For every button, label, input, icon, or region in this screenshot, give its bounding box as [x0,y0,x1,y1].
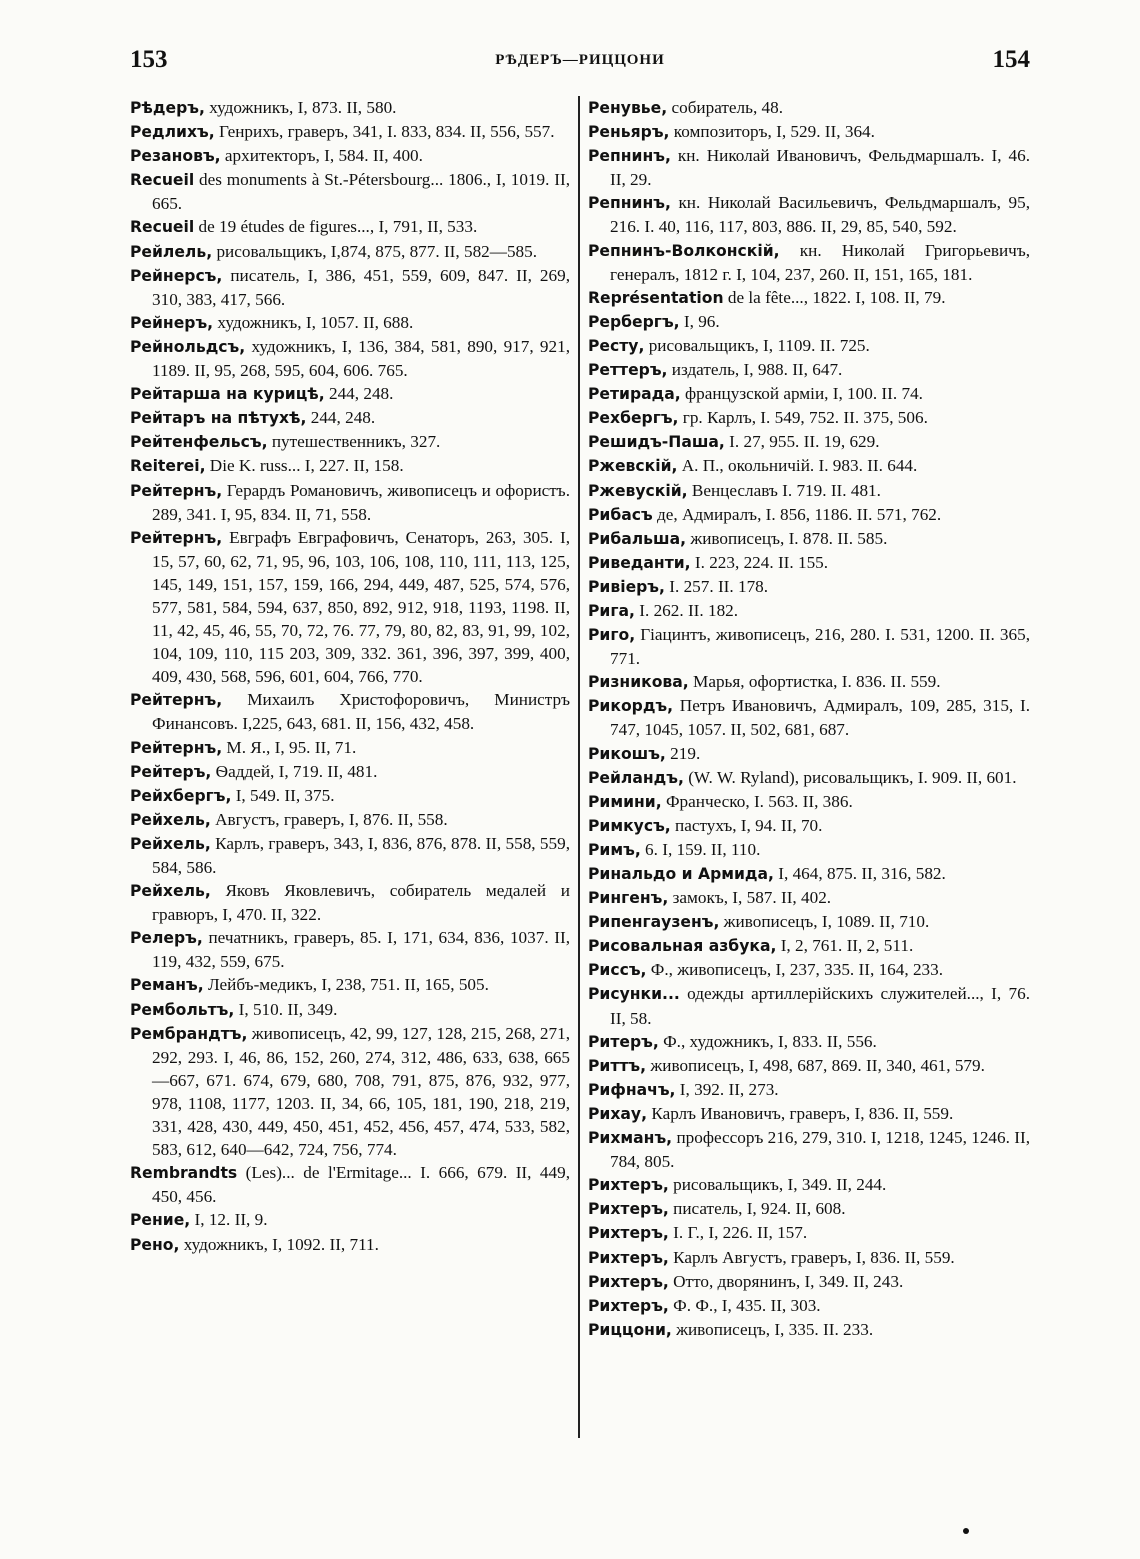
index-entry [588,1221,1030,1245]
index-entry [588,623,1030,670]
entry-headword: Рейтернъ, [130,481,223,500]
index-entry [588,1078,1030,1102]
entry-headword: Рейхель, [130,882,211,901]
entry-headword: Рикордъ, [588,697,674,716]
entry-references: одежды артиллерійскихъ служителей..., I, 76. II, 58. [610,984,1030,1028]
entry-headword: Рейландъ, [588,768,684,787]
entry-references: Венцеславъ I. 719. II. 481. [687,480,881,500]
entry-references: Карлъ Августъ, граверъ, I, 836. II, 559. [668,1247,955,1267]
page-header [130,42,1030,78]
entry-references: (Les)... de l'Ermitage... I. 666, 679. II, 449, 450, 456. [152,1163,570,1207]
entry-headword: Рибальша, [588,529,687,548]
index-entry [130,1233,570,1257]
index-entry [130,311,570,335]
entry-headword: Recueil [130,171,195,190]
entry-references: художникъ, I, 1057. II, 688. [213,312,414,332]
index-entry [130,832,570,879]
index-entry [588,503,1030,527]
index-entry [130,406,570,430]
entry-references: I, 464, 875. II, 316, 582. [773,864,946,883]
entry-references: живописецъ, I, 498, 687, 869. II, 340, 461, 579. [646,1055,985,1075]
entry-references: художникъ, I, 136, 384, 581, 890, 917, 921, 1189. II, 95, 268, 595, 604, 606. 765. [152,336,570,381]
index-entry [130,998,570,1022]
entry-headword: Ржевскій, [588,457,678,476]
entry-headword: Репнинъ, [588,194,671,213]
entry-headword: Риведанти, [588,553,691,572]
entry-headword: Рейнеръ, [130,313,214,332]
entry-references: I, 549. II, 375. [231,785,335,805]
column-divider [578,96,580,1438]
index-entry [130,120,570,144]
entry-headword: Репнинъ, [588,147,671,166]
entry-headword: Римини, [588,792,662,811]
index-entry [588,1054,1030,1078]
entry-headword: Рейхбергъ, [130,786,232,805]
index-entry [588,191,1030,238]
entry-references: писатель, I, 386, 451, 559, 609, 847. II, 269, 310, 383, 417, 566. [152,265,570,309]
entry-headword: Рихтеръ, [588,1248,669,1267]
entry-headword: Реттеръ, [588,361,668,380]
entry-headword: Рено, [130,1235,180,1254]
entry-headword: Rembrandts [130,1164,238,1183]
index-entry [130,144,570,168]
entry-references: I. 257. II. 178. [664,576,769,596]
entry-references: архитекторъ, I, 584. II, 400. [220,146,423,166]
entry-headword: Рейхель, [130,834,211,853]
entry-headword: Реньяръ, [588,123,670,142]
index-entry [130,879,570,926]
entry-headword: Рихманъ, [588,1129,673,1148]
entry-references: Карлъ, граверъ, 343, I, 836, 876, 878. II, 558, 559, 584, 586. [152,833,570,877]
left-page-number: 153 [130,46,168,73]
index-entry [588,670,1030,694]
entry-headword: Рибасъ [588,505,653,524]
index-entry [588,1270,1030,1294]
entry-references: художникъ, I, 873. II, 580. [204,98,397,117]
index-entry [588,1294,1030,1318]
entry-references: Ф., художникъ, I, 833. II, 556. [658,1031,877,1051]
entry-references: М. Я., I, 95. II, 71. [222,737,357,757]
index-entry [588,958,1030,982]
index-entry [588,1318,1030,1342]
entry-references: I, 510. II, 349. [234,999,338,1019]
entry-headword: Редлихъ, [130,123,215,142]
entry-headword: Рение, [130,1211,191,1230]
entry-references: I, 392. II, 273. [675,1079,779,1099]
index-entry [130,1161,570,1208]
index-entry [588,766,1030,790]
index-entry [588,1197,1030,1221]
index-entry [588,1246,1030,1270]
entry-headword: Reiterei, [130,457,206,476]
entry-headword: Решидъ-Паша, [588,433,725,452]
entry-headword: Риццони, [588,1320,672,1339]
index-entry [588,406,1030,430]
entry-headword: Рисунки... [588,985,680,1004]
entry-references: французской арміи, I, 100. II. 74. [680,384,923,404]
entry-headword: Рихтеръ, [588,1296,669,1315]
entry-headword: Рисовальная азбука, [588,937,777,956]
entry-headword: Риго, [588,626,636,645]
index-entry [588,790,1030,814]
entry-references: живописецъ, I. 878. II. 585. [686,528,888,548]
entry-references: I, 96. [679,311,720,331]
index-entry [130,96,570,120]
index-entry [588,382,1030,406]
entry-references: гр. Карлъ, I. 549, 752. II. 375, 506. [678,408,928,428]
entry-references: Михаилъ Христофоровичъ, Министръ Финансовъ. I,225, 643, 681. II, 156, 432, 458. [152,690,570,734]
entry-references: 219. [665,743,701,763]
index-entry [130,760,570,784]
index-entry [130,784,570,808]
entry-references: рисовальщикъ, I, 349. II, 244. [668,1175,887,1195]
entry-headword: Римъ, [588,840,641,859]
entry-references: Евграфъ Евграфовичъ, Сенаторъ, 263, 305. I, 15, 57, 60, 62, 71, 95, 96, 103, 106, 108, 110, 111, 113, 125, 145, 149, 151, 157, 159, 166, 294, 449, 487, 525, 574, 576, 577, 581, 584, 594, 637, 850, 892, 912, 918, 1193, 1198. II, 11, 42, 45, 46, 55, 70, 72, 76. 77, 79, 80, 82, 83, 91, 99, 102, 104, 109, 110, 115 203, 309, 332. 361, 396, 397, 399, 400, 409, 430, 568, 596, 601, 604, 766, 770. [152,527,570,687]
index-entry [588,430,1030,454]
entry-headword: Рембольтъ, [130,1000,235,1019]
entry-headword: Рихтеръ, [588,1272,669,1291]
entry-headword: Рингенъ, [588,889,669,908]
index-entry [588,310,1030,334]
entry-references: рисовальщикъ, I, 1109. II. 725. [644,335,870,355]
entry-references: Генрихъ, граверъ, 341, I. 833, 834. II, 556, 557. [214,122,555,142]
entry-headword: Релеръ, [130,929,203,948]
entry-headword: Рига, [588,601,635,620]
entry-references: А. П., окольничій. I. 983. II. 644. [677,456,918,476]
entry-references: I, 12. II, 9. [190,1210,268,1230]
entry-references: Петръ Ивановичъ, Адмиралъ, 109, 285, 315, I. 747, 1045, 1057. II, 502, 681, 687. [610,696,1030,740]
index-entry [130,168,570,215]
entry-references: живописецъ, I, 1089. II, 710. [719,912,930,932]
entry-references: Карлъ Ивановичъ, граверъ, I, 836. II, 559. [647,1103,954,1123]
index-entry [130,264,570,311]
index-entry [588,742,1030,766]
entry-headword: Резановъ, [130,147,221,166]
entry-references: печатникъ, граверъ, 85. I, 171, 634, 836, 1037. II, 119, 432, 559, 675. [152,928,570,972]
entry-references: Герардъ Романовичъ, живописецъ и офористъ. 289, 341. I, 95, 834. II, 71, 558. [152,480,570,524]
entry-references: Гіацинтъ, живописецъ, 216, 280. I. 531, 1200. II. 365, 771. [610,625,1030,669]
entry-references: de 19 études de figures..., I, 791, II, 533. [194,217,478,237]
entry-headword: Рехбергъ, [588,409,679,428]
index-entry [130,808,570,832]
entry-references: собиратель, 48. [667,98,784,117]
index-entry [130,526,570,689]
entry-references: живописецъ, 42, 99, 127, 128, 215, 268, 271, 292, 293. I, 46, 86, 152, 260, 274, 312, 486, 633, 638, 665—667, 671. 674, 679, 680, 708, 791, 875, 876, 932, 977, 978, 1108, 1177, 1203. II, 34, 66, 105, 181, 190, 218, 219, 331, 428, 430, 449, 450, 451, 452, 456, 457, 474, 533, 582, 583, 612, 640—642, 724, 756, 774. [152,1023,570,1160]
index-entry [130,335,570,382]
index-entry [130,240,570,264]
entry-headword: Рейтенфельсъ, [130,433,268,452]
index-entry [588,358,1030,382]
entry-headword: Ритеръ, [588,1032,659,1051]
entry-references: кн. Николай Ивановичъ, Фельдмаршалъ. I, 46. II, 29. [610,146,1030,190]
index-entry [588,814,1030,838]
entry-references: de la fête..., 1822. I, 108. II, 79. [723,287,946,307]
entry-headword: Рербергъ, [588,312,680,331]
entry-references: Ф. Ф., I, 435. II, 303. [668,1295,821,1315]
index-entry [588,527,1030,551]
index-entry [588,454,1030,478]
entry-references: (W. W. Ryland), рисовальщикъ, I. 909. II, 601. [683,767,1017,787]
entry-headword: Рихтеръ, [588,1176,669,1195]
entry-headword: Риттъ, [588,1056,647,1075]
entry-references: Отто, дворянинъ, I, 349. II, 243. [668,1271,904,1291]
entry-references: Ѳаддей, I, 719. II, 481. [211,761,378,781]
index-entry [588,1030,1030,1054]
left-column [130,96,570,1257]
entry-references: издатель, I, 988. II, 647. [667,360,843,380]
index-entry [588,144,1030,191]
entry-headword: Ризникова, [588,673,689,692]
entry-references: I, 2, 761. II, 2, 511. [776,936,914,956]
index-entry [588,334,1030,358]
entry-headword: Рейнерсъ, [130,266,223,285]
index-entry [130,688,570,735]
entry-references: 244, 248. [306,408,376,428]
index-entry [588,551,1030,575]
entry-headword: Рейтаръ на пѣтухѣ, [130,409,307,428]
index-entry [588,934,1030,958]
entry-references: Франческо, I. 563. II, 386. [661,791,853,811]
index-entry [130,1208,570,1232]
index-entry [130,1022,570,1162]
entry-references: кн. Николай Григорьевичъ, генералъ, 1812 г. I, 104, 237, 260. II, 151, 165, 181. [610,240,1030,284]
entry-references: замокъ, I, 587. II, 402. [668,888,832,908]
entry-headword: Ренувье, [588,99,668,117]
entry-references: Лейбъ-медикъ, I, 238, 751. II, 165, 505. [203,975,489,995]
entry-headword: Рикошъ, [588,744,666,763]
entry-references: Марья, офортистка, I. 836. II. 559. [688,672,941,692]
entry-headword: Recueil [130,218,195,237]
entry-references: I. 262. II. 182. [634,600,739,620]
entry-references: пастухъ, I, 94. II, 70. [670,815,823,835]
entry-references: профессоръ 216, 279, 310. I, 1218, 1245, 1246. II, 784, 805. [610,1128,1030,1172]
index-entry [588,862,1030,886]
index-entry [130,973,570,997]
entry-headword: Ретирада, [588,385,681,404]
running-head: РѢДЕРЪ—РИЦЦОНИ [495,51,665,68]
index-entry [588,910,1030,934]
entry-references: Яковъ Яковлевичъ, собиратель медалей и гравюръ, I, 470. II, 322. [152,881,570,925]
index-entry [130,215,570,239]
entry-headword: Ривіеръ, [588,577,665,596]
entry-references: кн. Николай Васильевичъ, Фельдмаршалъ, 95, 216. I. 40, 116, 117, 803, 886. II, 29, 85, 540, 592. [610,193,1030,237]
index-entry [588,599,1030,623]
entry-headword: Рифначъ, [588,1080,676,1099]
index-entry [588,286,1030,310]
index-entry [588,120,1030,144]
entry-references: I. 27, 955. II. 19, 629. [724,432,880,452]
entry-references: Августъ, граверъ, I, 876. II, 558. [210,809,448,829]
entry-references: des monuments à St.-Pétersbourg... 1806., I, 1019. II, 665. [152,170,570,214]
ink-dot [963,1528,969,1534]
entry-references: рисовальщикъ, I,874, 875, 877. II, 582—585. [212,241,538,261]
entry-headword: Рейтернъ, [130,738,223,757]
index-entry [588,838,1030,862]
index-entry [130,454,570,478]
entry-references: живописецъ, I, 335. II. 233. [671,1319,874,1339]
entry-references: художникъ, I, 1092. II, 711. [179,1234,379,1254]
entry-headword: Реманъ, [130,976,204,995]
index-entry [130,736,570,760]
entry-references: путешественникъ, 327. [267,432,441,452]
index-entry [130,430,570,454]
entry-references: I. Г., I, 226. II, 157. [668,1223,808,1243]
entry-headword: Рихтеръ, [588,1200,669,1219]
entry-headword: Рейтернъ, [130,691,223,710]
entry-references: I. 223, 224. II. 155. [690,552,829,572]
entry-references: Ф., живописецъ, I, 237, 335. II, 164, 233. [646,960,944,980]
entry-references: композиторъ, I, 529. II, 364. [669,122,875,142]
entry-references: 244, 248. [324,384,394,404]
entry-references: де, Адмиралъ, I. 856, 1186. II. 571, 762. [652,504,942,524]
entry-headword: Ресту, [588,336,645,355]
index-entry [588,239,1030,286]
right-page-number: 154 [992,46,1030,73]
index-entry [588,886,1030,910]
index-entry [588,982,1030,1029]
index-entry [588,1102,1030,1126]
entry-headword: Рейнольдсъ, [130,337,246,356]
entry-headword: Риссъ, [588,961,647,980]
index-entry [130,926,570,973]
entry-headword: Représentation [588,288,724,307]
entry-headword: Рихтеръ, [588,1224,669,1243]
index-entry [588,479,1030,503]
index-entry [588,575,1030,599]
entry-references: 6. I, 159. II, 110. [640,839,761,859]
index-entry [588,1126,1030,1173]
entry-headword: Рѣдеръ, [130,99,205,117]
right-column [588,96,1030,1342]
entry-headword: Ржевускій, [588,481,688,500]
index-entry [130,382,570,406]
entry-headword: Рейтернъ, [130,528,223,547]
entry-headword: Рембрандтъ, [130,1024,248,1043]
index-entry [130,479,570,526]
entry-references: писатель, I, 924. II, 608. [668,1199,846,1219]
index-entry [588,1173,1030,1197]
entry-headword: Рипенгаузенъ, [588,913,720,932]
entry-headword: Репнинъ-Волконскій, [588,241,780,260]
index-entry [588,96,1030,120]
entry-headword: Рейтеръ, [130,762,212,781]
entry-headword: Рейхель, [130,810,211,829]
entry-references: Die K. russ... I, 227. II, 158. [205,456,404,476]
entry-headword: Рихау, [588,1104,648,1123]
entry-headword: Рейтарша на курицѣ, [130,385,325,404]
entry-headword: Римкусъ, [588,816,671,835]
entry-headword: Ринальдо и Армида, [588,865,774,883]
entry-headword: Рейлель, [130,242,213,261]
index-entry [588,694,1030,741]
